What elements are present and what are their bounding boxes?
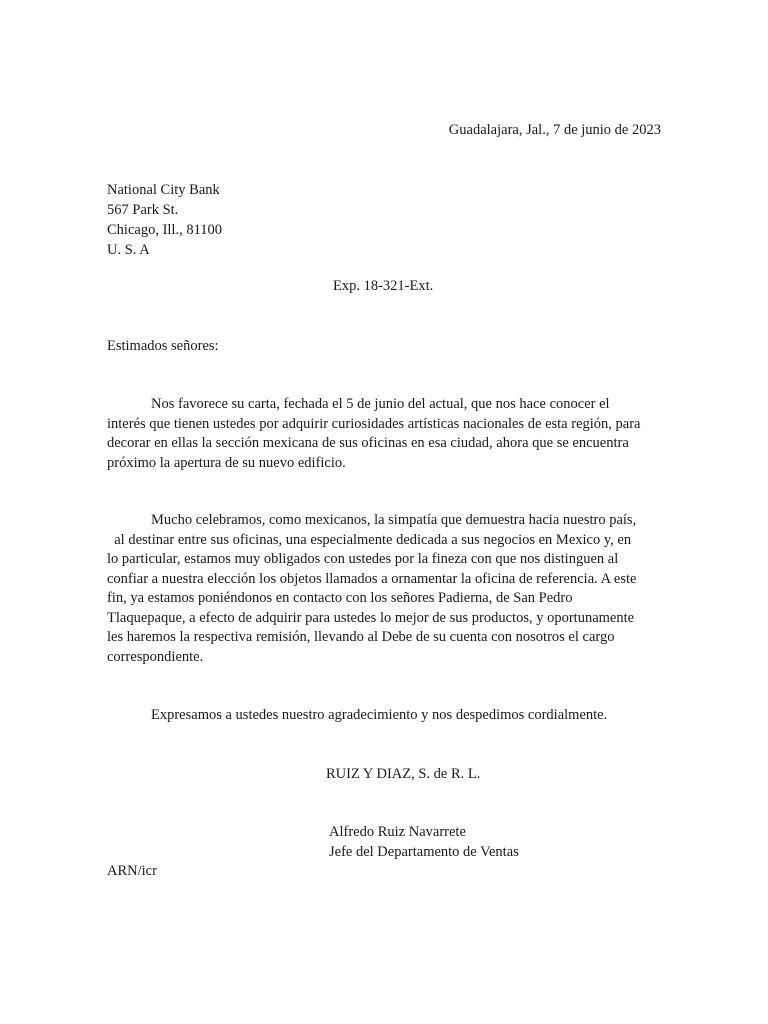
addressee-street: 567 Park St.: [107, 202, 179, 218]
paragraph-line: Mucho celebramos, como mexicanos, la simpatía que demuestra hacia nuestro país,: [151, 512, 637, 528]
paragraph-line: Nos favorece su carta, fechada el 5 de junio del actual, que nos hace conocer el: [151, 396, 610, 412]
paragraph-line: fin, ya estamos poniéndonos en contacto con los señores Padierna, de San Pedro: [107, 590, 573, 606]
paragraph-line: correspondiente.: [107, 648, 204, 665]
addressee-city: Chicago, Ill., 81100: [107, 222, 223, 238]
addressee-country: U. S. A: [107, 242, 150, 258]
paragraph-line: interés que tienen ustedes por adquirir curiosidades artísticas nacionales de esta región, para: [107, 415, 641, 432]
paragraph-line: decorar en ellas la sección mexicana de sus oficinas en esa ciudad, ahora que se encuentra: [107, 435, 629, 451]
paragraph-2: [107, 511, 667, 667]
reference-initials: ARN/icr: [107, 863, 157, 879]
paragraph-line: les haremos la respectiva remisión, llevando al Debe de su cuenta con nosotros el cargo: [107, 629, 615, 645]
signer-name: Alfredo Ruiz Navarrete: [329, 824, 466, 840]
paragraph-1: [107, 395, 667, 473]
paragraph-line: al destinar entre sus oficinas, una especialmente dedicada a sus negocios en Mexico y, en: [107, 531, 632, 548]
reference-number: Exp. 18-321-Ext.: [333, 278, 434, 294]
paragraph-line: confiar a nuestra elección los objetos llamados a ornamentar la oficina de referencia. A este: [107, 570, 637, 587]
addressee-name: National City Bank: [107, 182, 220, 198]
signer-block: [329, 822, 519, 862]
signer-title: Jefe del Departamento de Ventas: [329, 844, 519, 860]
paragraph-line: próximo la apertura de su nuevo edificio.: [107, 454, 346, 471]
company-name: RUIZ Y DIAZ, S. de R. L.: [326, 766, 481, 782]
date-line: Guadalajara, Jal., 7 de junio de 2023: [448, 122, 661, 138]
salutation: Estimados señores:: [107, 338, 219, 354]
closing-text: Expresamos a ustedes nuestro agradecimiento y nos despedimos cordialmente.: [151, 707, 608, 723]
paragraph-line: lo particular, estamos muy obligados con ustedes por la fineza con que nos distinguen al: [107, 551, 619, 567]
addressee-block: [107, 180, 222, 260]
paragraph-line: Tlaquepaque, a efecto de adquirir para ustedes lo mejor de sus productos, y oportunamente: [107, 609, 635, 626]
